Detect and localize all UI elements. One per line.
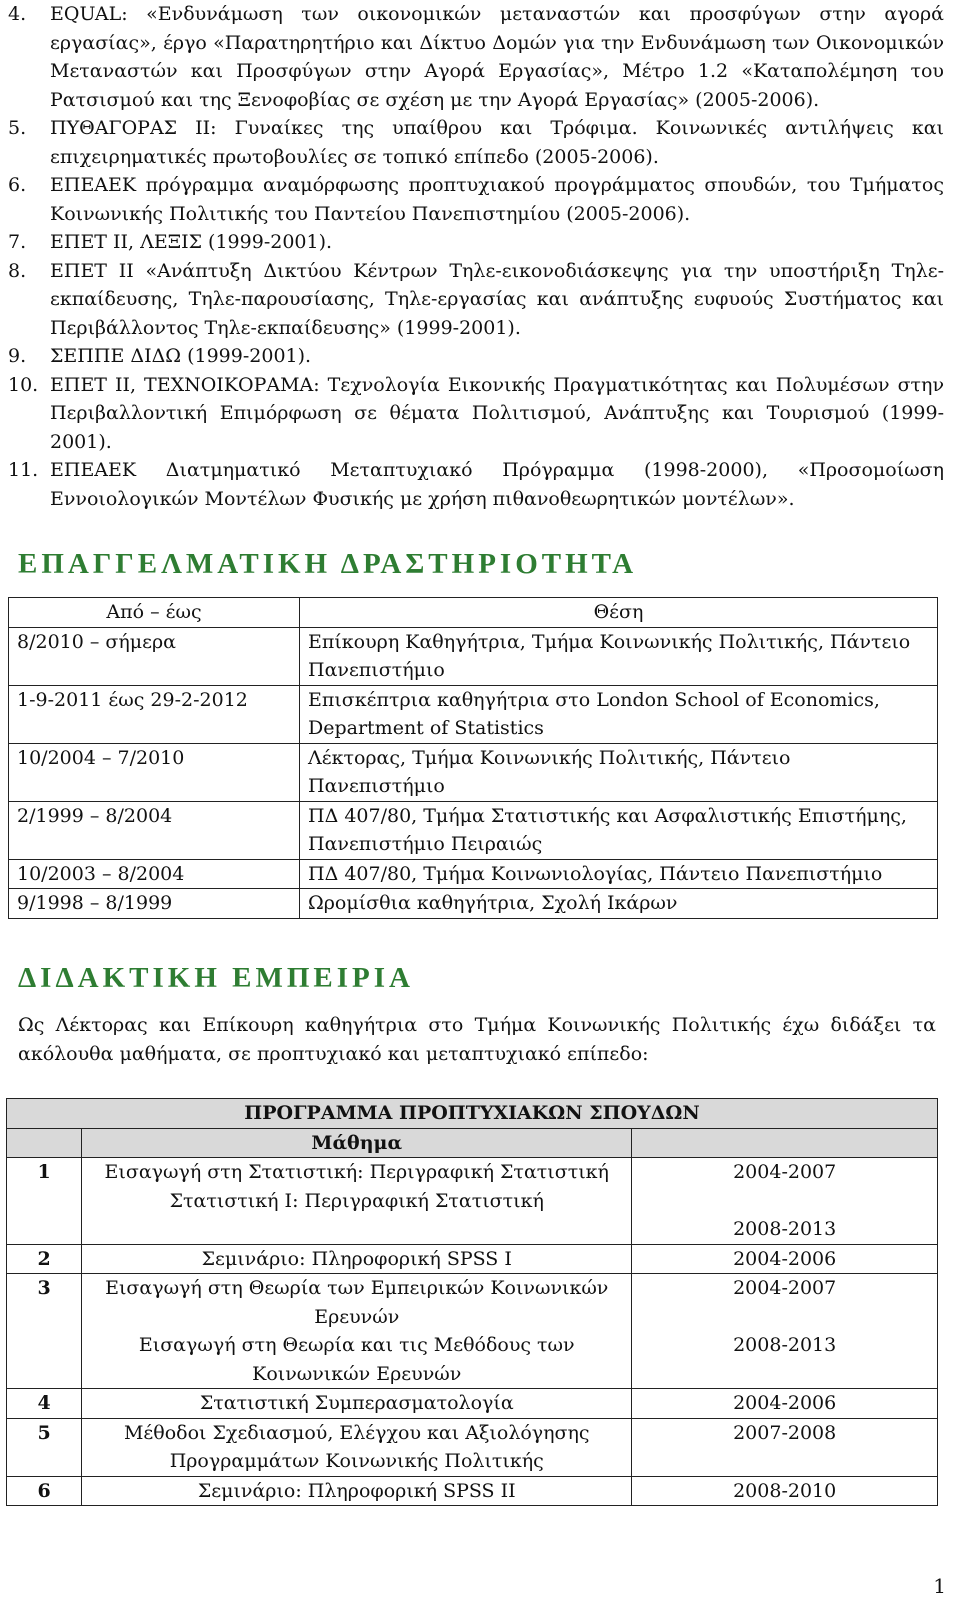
course-years: 2004-2006 [632, 1244, 938, 1274]
table-row [7, 1244, 938, 1274]
course-name: Σεμινάριο: Πληροφορική SPSS I [82, 1244, 632, 1274]
column-header-position: Θέση [300, 598, 938, 628]
item-number: 5. [8, 117, 27, 139]
item-number: 8. [8, 259, 27, 282]
item-number: 6. [8, 174, 27, 196]
item-text: ΕΠΕΑΕΚ πρόγραμμα αναμόρφωσης προπτυχιακού προγράμματος σπουδών, του Τμήματος Κοινωνικής Πολιτικής του Παντείου Πανεπιστημίου (2005-2006). [50, 174, 944, 225]
list-item [8, 456, 944, 513]
course-years: 2004-2006 [632, 1389, 938, 1419]
course-cell [82, 1158, 632, 1245]
period-cell: 8/2010 – σήμερα [9, 627, 300, 685]
item-text: ΠΥΘΑΓΟΡΑΣ ΙΙ: Γυναίκες της υπαίθρου και Τρόφιμα. Κοινωνικές αντιλήψεις και επιχειρηματικές πρωτοβουλίες σε τοπικό επίπεδο (2005-2006). [50, 117, 944, 168]
professional-table [8, 597, 938, 919]
table-header-row [9, 598, 938, 628]
course-number: 6 [7, 1476, 82, 1506]
position-cell: Ωρομίσθια καθηγήτρια, Σχολή Ικάρων [300, 889, 938, 919]
course-name: Εισαγωγή στη Θεωρία και τις Μεθόδους των Κοινωνικών Ερευνών [138, 1334, 575, 1385]
course-name: Μέθοδοι Σχεδιασμού, Ελέγχου και Αξιολόγησης Προγραμμάτων Κοινωνικής Πολιτικής [82, 1418, 632, 1476]
item-number: 9. [8, 345, 27, 367]
courses-table [6, 1098, 938, 1506]
course-name: Στατιστική Συμπερασματολογία [82, 1389, 632, 1419]
column-header-years [632, 1128, 938, 1158]
table-row [7, 1274, 938, 1389]
table-title-row [7, 1099, 938, 1129]
position-cell: Επισκέπτρια καθηγήτρια στο London School of Economics, Department of Statistics [300, 685, 938, 743]
table-row [9, 859, 938, 889]
position-cell: ΠΔ 407/80, Τμήμα Στατιστικής και Ασφαλιστικής Επιστήμης, Πανεπιστήμιο Πειραιώς [300, 801, 938, 859]
projects-list [8, 0, 944, 513]
table-row [7, 1158, 938, 1245]
course-years: 2008-2010 [632, 1476, 938, 1506]
table-title: ΠΡΟΓΡΑΜΜΑ ΠΡΟΠΤΥΧΙΑΚΩΝ ΣΠΟΥΔΩΝ [7, 1099, 938, 1129]
item-text: ΕΠΕΤ ΙΙ «Ανάπτυξη Δικτύου Κέντρων Τηλε-εικονοδιάσκεψης για την υποστήριξη Τηλε-εκπαίδευσης, Τηλε-παρουσίασης, Τηλε-εργασίας και ανάπτυξης ευφυούς Συστήματος και Περιβάλλοντος Τηλε-εκπαίδευσης» (1999-2001). [50, 259, 944, 339]
course-name: Σεμινάριο: Πληροφορική SPSS II [82, 1476, 632, 1506]
list-item [8, 228, 944, 257]
table-row [7, 1476, 938, 1506]
course-cell [82, 1274, 632, 1389]
list-item [8, 257, 944, 343]
spacer [638, 1187, 931, 1216]
item-number: 7. [8, 231, 27, 253]
course-name: Στατιστική Ι: Περιγραφική Στατιστική [169, 1189, 544, 1212]
list-item [8, 371, 944, 457]
table-row [9, 801, 938, 859]
table-row [9, 743, 938, 801]
course-years: 2008-2013 [733, 1334, 837, 1356]
list-item [8, 114, 944, 171]
item-text: ΕΠΕΑΕΚ Διατμηματικό Μεταπτυχιακό Πρόγραμμα (1998-2000), «Προσομοίωση Εννοιολογικών Μοντέλων Φυσικής με χρήση πιθανοθεωρητικών μοντέλων». [50, 459, 944, 510]
list-item [8, 171, 944, 228]
years-cell [632, 1158, 938, 1245]
column-header-number [7, 1128, 82, 1158]
course-years: 2008-2013 [733, 1218, 837, 1240]
section-title-professional: ΕΠΑΓΓΕΛΜΑΤΙΚΗ ΔΡΑΣΤΗΡΙΟΤΗΤΑ [18, 548, 638, 580]
course-number: 4 [7, 1389, 82, 1419]
item-text: ΕΠΕΤ ΙΙ, ΤΕΧΝΟΙΚΟΡΑΜΑ: Τεχνολογία Εικονικής Πραγματικότητας και Πολυμέσων στην Περιβαλλοντική Επιμόρφωση σε θέματα Πολιτισμού, Ανάπτυξης και Τουρισμού (1999-2001). [50, 373, 944, 453]
item-number: 4. [8, 3, 27, 25]
table-row [7, 1418, 938, 1476]
spacer [638, 1303, 931, 1332]
list-item [8, 342, 944, 371]
course-number: 5 [7, 1418, 82, 1476]
course-number: 3 [7, 1274, 82, 1389]
period-cell: 10/2003 – 8/2004 [9, 859, 300, 889]
page-number: 1 [933, 1574, 946, 1598]
table-row [9, 627, 938, 685]
table-row [7, 1389, 938, 1419]
item-text: ΣΕΠΠΕ ΔΙΔΩ (1999-2001). [50, 345, 312, 367]
years-cell [632, 1274, 938, 1389]
position-cell: ΠΔ 407/80, Τμήμα Κοινωνιολογίας, Πάντειο Πανεπιστήμιο [300, 859, 938, 889]
position-cell: Λέκτορας, Τμήμα Κοινωνικής Πολιτικής, Πάντειο Πανεπιστήμιο [300, 743, 938, 801]
course-number: 1 [7, 1158, 82, 1245]
course-years: 2004-2007 [733, 1161, 837, 1183]
position-cell: Επίκουρη Καθηγήτρια, Τμήμα Κοινωνικής Πολιτικής, Πάντειο Πανεπιστήμιο [300, 627, 938, 685]
item-number: 10. [8, 373, 39, 396]
course-years: 2007-2008 [632, 1418, 938, 1476]
course-years: 2004-2007 [733, 1277, 837, 1299]
table-row [9, 685, 938, 743]
list-item [8, 0, 944, 114]
period-cell: 10/2004 – 7/2010 [9, 743, 300, 801]
column-header-period: Από – έως [9, 598, 300, 628]
item-text: ΕΠΕΤ ΙΙ, ΛΕΞΙΣ (1999-2001). [50, 231, 333, 253]
section-title-teaching: ΔΙΔΑΚΤΙΚΗ ΕΜΠΕΙΡΙΑ [18, 962, 414, 994]
period-cell: 1-9-2011 έως 29-2-2012 [9, 685, 300, 743]
item-number: 11. [8, 459, 39, 481]
table-row [9, 889, 938, 919]
course-number: 2 [7, 1244, 82, 1274]
item-text: EQUAL: «Ενδυνάμωση των οικονομικών μεταναστών και προσφύγων στην αγορά εργασίας», έργο «Παρατηρητήριο και Δίκτυο Δομών για την Ενδυνάμωση των Οικονομικών Μεταναστών και Προσφύγων στην Αγορά Εργασίας», Μέτρο 1.2 «Καταπολέμηση του Ρατσισμού και της Ξενοφοβίας σε σχέση με την Αγορά Εργασίας» (2005-2006). [50, 3, 944, 111]
teaching-intro: Ως Λέκτορας και Επίκουρη καθηγήτρια στο Τμήμα Κοινωνικής Πολιτικής έχω διδάξει τα ακόλουθα μαθήματα, σε προπτυχιακό και μεταπτυχιακό επίπεδο: [18, 1014, 936, 1065]
column-header-course: Μάθημα [82, 1128, 632, 1158]
table-header-row [7, 1128, 938, 1158]
period-cell: 9/1998 – 8/1999 [9, 889, 300, 919]
period-cell: 2/1999 – 8/2004 [9, 801, 300, 859]
course-name: Εισαγωγή στη Θεωρία των Εμπειρικών Κοινωνικών Ερευνών [105, 1277, 609, 1328]
course-name: Εισαγωγή στη Στατιστική: Περιγραφική Στατιστική [104, 1161, 609, 1183]
